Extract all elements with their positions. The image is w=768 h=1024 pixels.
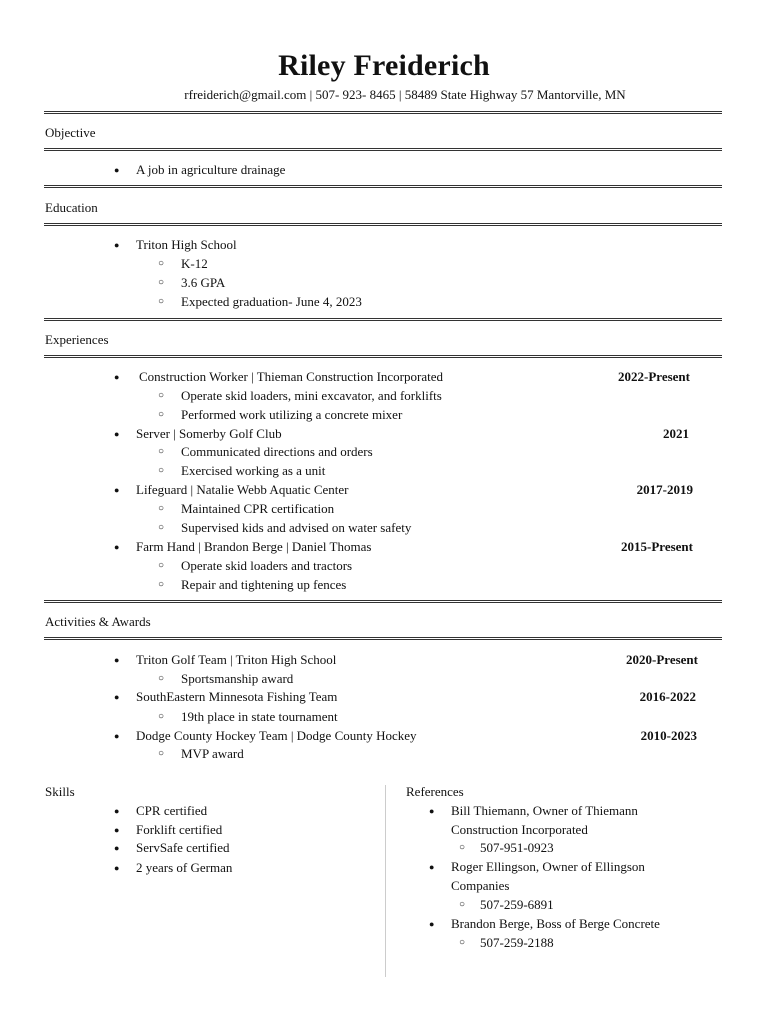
job-detail: Exercised working as a unit: [181, 463, 326, 478]
section-title-education: Education: [45, 200, 98, 215]
section-rule: [44, 318, 722, 321]
section-rule: [44, 148, 722, 151]
skill-item: Forklift certified: [136, 822, 223, 837]
section-title-experiences: Experiences: [45, 332, 109, 347]
activity-detail: Sportsmanship award: [181, 671, 294, 686]
job-detail: Repair and tightening up fences: [181, 577, 347, 592]
activity-title: SouthEastern Minnesota Fishing Team: [136, 689, 338, 704]
bullet-icon: ●: [114, 692, 120, 702]
section-rule: [44, 111, 722, 114]
job-title: Construction Worker | Thieman Construction Incorporated: [139, 369, 443, 384]
activity-date: 2010-2023: [640, 728, 697, 743]
bullet-icon: ●: [114, 542, 120, 552]
skill-item: 2 years of German: [136, 860, 233, 875]
bullet-icon: ●: [114, 372, 120, 382]
job-title: Server | Somerby Golf Club: [136, 426, 282, 441]
job-date: 2021: [663, 426, 689, 441]
sub-bullet-icon: ○: [459, 937, 466, 948]
column-divider: [385, 785, 386, 977]
reference-name: Bill Thiemann, Owner of Thiemann: [451, 803, 638, 818]
reference-name: Roger Ellingson, Owner of Ellingson: [451, 859, 645, 874]
contact-info: rfreiderich@gmail.com | 507- 923- 8465 | 58489 State Highway 57 Mantorville, MN: [184, 87, 626, 102]
bullet-icon: ●: [429, 806, 435, 816]
reference-phone: 507-951-0923: [480, 840, 554, 855]
sub-bullet-icon: ○: [158, 409, 165, 420]
job-detail: Communicated directions and orders: [181, 444, 373, 459]
education-detail: K-12: [181, 256, 208, 271]
activity-detail: MVP award: [181, 746, 244, 761]
bullet-icon: ●: [114, 731, 120, 741]
sub-bullet-icon: ○: [158, 296, 165, 307]
sub-bullet-icon: ○: [158, 711, 165, 722]
objective-item: A job in agriculture drainage: [136, 162, 286, 177]
bullet-icon: ●: [114, 429, 120, 439]
skill-item: CPR certified: [136, 803, 208, 818]
sub-bullet-icon: ○: [158, 673, 165, 684]
sub-bullet-icon: ○: [158, 748, 165, 759]
sub-bullet-icon: ○: [158, 465, 165, 476]
sub-bullet-icon: ○: [158, 579, 165, 590]
sub-bullet-icon: ○: [158, 446, 165, 457]
skill-item: ServSafe certified: [136, 840, 230, 855]
sub-bullet-icon: ○: [459, 842, 466, 853]
section-rule: [44, 600, 722, 603]
activity-date: 2020-Present: [626, 652, 698, 667]
bullet-icon: ●: [114, 843, 120, 853]
sub-bullet-icon: ○: [158, 258, 165, 269]
education-school: Triton High School: [136, 237, 237, 252]
job-date: 2015-Present: [621, 539, 693, 554]
section-title-skills: Skills: [45, 784, 75, 799]
section-title-objective: Objective: [45, 125, 96, 140]
sub-bullet-icon: ○: [459, 899, 466, 910]
education-detail: 3.6 GPA: [181, 275, 226, 290]
bullet-icon: ●: [429, 919, 435, 929]
sub-bullet-icon: ○: [158, 277, 165, 288]
reference-phone: 507-259-6891: [480, 897, 554, 912]
section-rule: [44, 185, 722, 188]
reference-name-cont: Companies: [451, 878, 510, 893]
job-detail: Operate skid loaders and tractors: [181, 558, 353, 573]
section-title-activities: Activities & Awards: [45, 614, 151, 629]
resume-name: Riley Freiderich: [278, 49, 490, 82]
bullet-icon: ●: [114, 825, 120, 835]
job-detail: Performed work utilizing a concrete mixer: [181, 407, 403, 422]
activity-title: Triton Golf Team | Triton High School: [136, 652, 337, 667]
reference-name-cont: Construction Incorporated: [451, 822, 588, 837]
sub-bullet-icon: ○: [158, 503, 165, 514]
job-title: Farm Hand | Brandon Berge | Daniel Thomas: [136, 539, 372, 554]
activity-date: 2016-2022: [639, 689, 696, 704]
reference-phone: 507-259-2188: [480, 935, 554, 950]
activity-detail: 19th place in state tournament: [181, 709, 338, 724]
job-title: Lifeguard | Natalie Webb Aquatic Center: [136, 482, 349, 497]
bullet-icon: ●: [114, 806, 120, 816]
sub-bullet-icon: ○: [158, 390, 165, 401]
activity-title: Dodge County Hockey Team | Dodge County Hockey: [136, 728, 417, 743]
bullet-icon: ●: [114, 165, 120, 175]
job-detail: Operate skid loaders, mini excavator, and forklifts: [181, 388, 442, 403]
bullet-icon: ●: [429, 862, 435, 872]
bullet-icon: ●: [114, 863, 120, 873]
section-rule: [44, 223, 722, 226]
section-rule: [44, 355, 722, 358]
bullet-icon: ●: [114, 240, 120, 250]
bullet-icon: ●: [114, 485, 120, 495]
sub-bullet-icon: ○: [158, 560, 165, 571]
job-detail: Maintained CPR certification: [181, 501, 335, 516]
job-detail: Supervised kids and advised on water safety: [181, 520, 412, 535]
sub-bullet-icon: ○: [158, 522, 165, 533]
reference-name: Brandon Berge, Boss of Berge Concrete: [451, 916, 660, 931]
education-detail: Expected graduation- June 4, 2023: [181, 294, 362, 309]
section-title-references: References: [406, 784, 464, 799]
job-date: 2017-2019: [636, 482, 693, 497]
bullet-icon: ●: [114, 655, 120, 665]
job-date: 2022-Present: [618, 369, 690, 384]
section-rule: [44, 637, 722, 640]
